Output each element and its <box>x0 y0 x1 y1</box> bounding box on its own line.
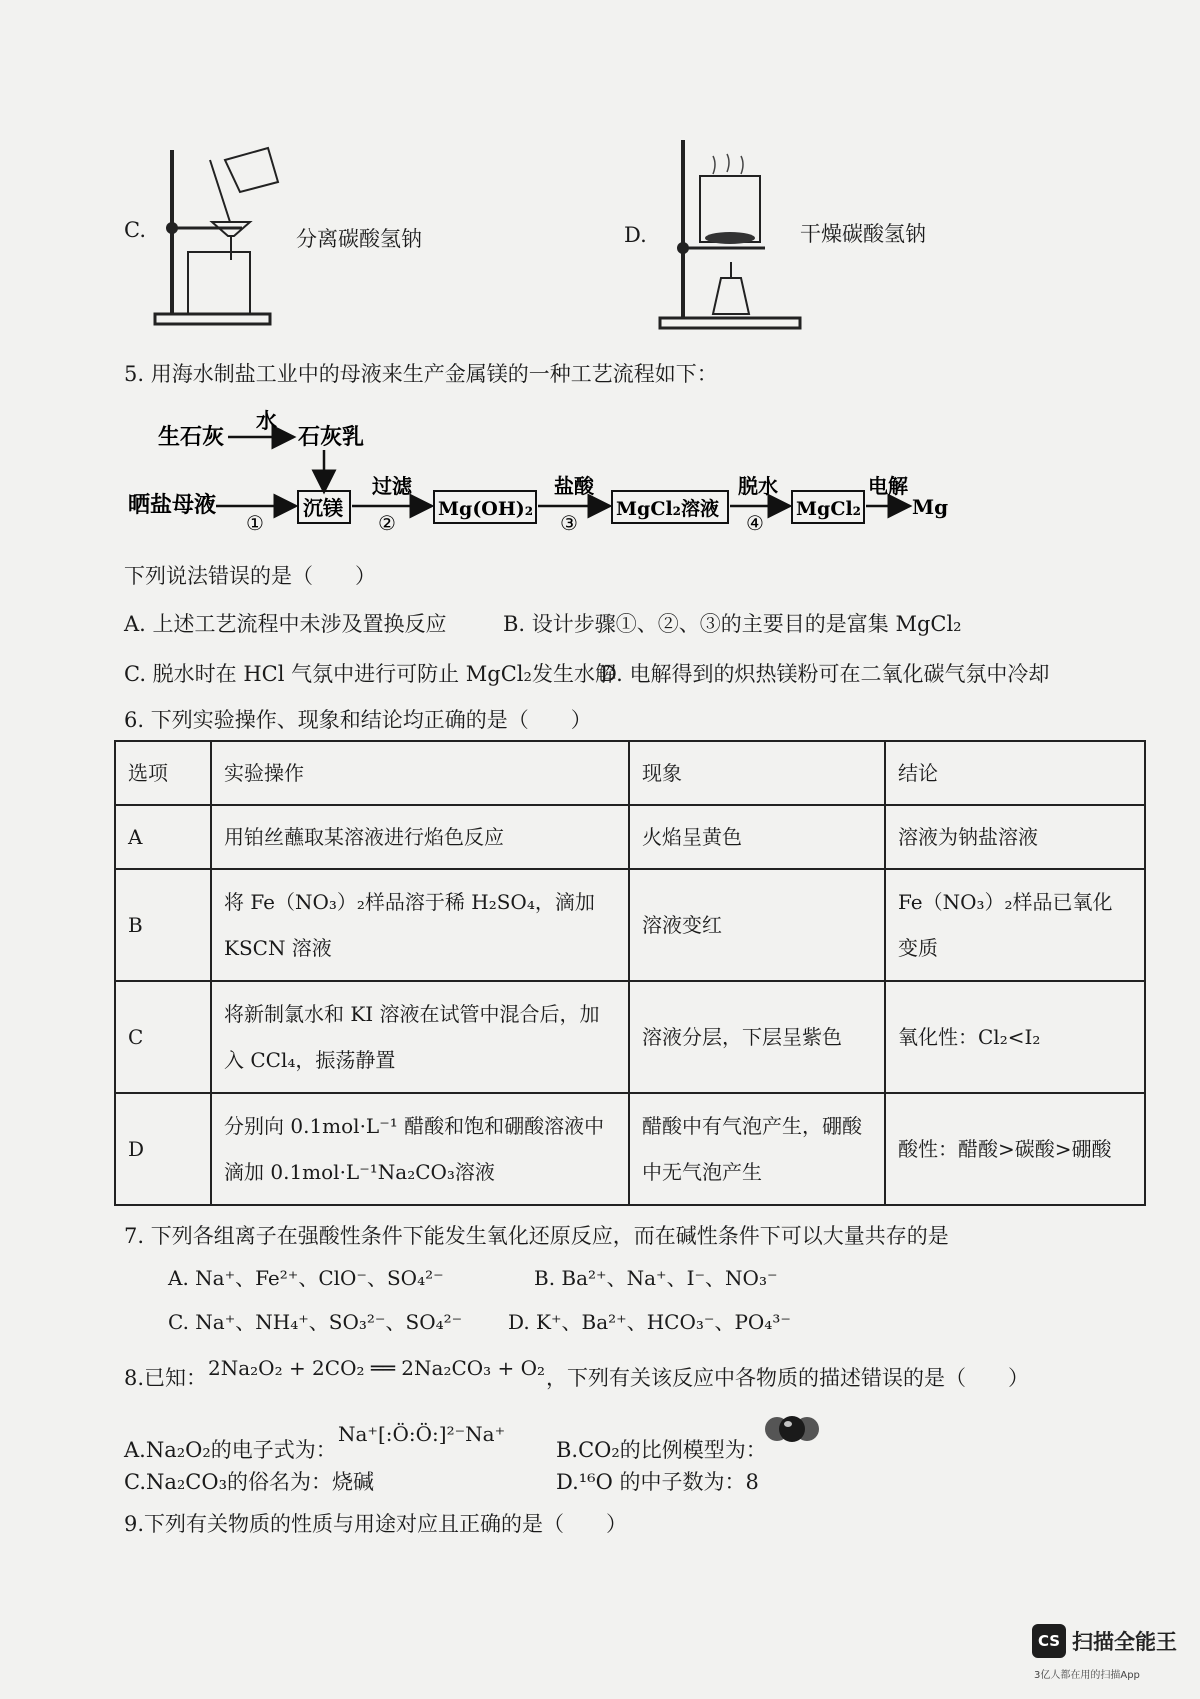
row-b-option: B <box>115 869 211 981</box>
q7-option-d: D. K⁺、Ba²⁺、HCO₃⁻、PO₄³⁻ <box>508 1310 791 1334</box>
q5-question: 下列说法错误的是（ ） <box>124 564 376 588</box>
table-row <box>115 1093 1145 1205</box>
flow-mgoh2: Mg(OH)₂ <box>438 498 534 520</box>
flow-filter-label: 过滤 <box>372 474 412 498</box>
flow-step-4: ④ <box>746 511 764 535</box>
q8-option-b-label: B.CO₂的比例模型为： <box>556 1438 767 1462</box>
row-c-phenomenon: 溶液分层，下层呈紫色 <box>629 981 885 1093</box>
q4-option-d-label: D. <box>624 223 647 247</box>
q8-equation: 2Na₂O₂ + 2CO₂ ══ 2Na₂CO₃ + O₂ <box>208 1356 546 1380</box>
drying-apparatus-icon <box>655 138 810 334</box>
q5-stem: 5. 用海水制盐工业中的母液来生产金属镁的一种工艺流程如下： <box>124 362 718 386</box>
q5-option-d: D. 电解得到的炽热镁粉可在二氧化碳气氛中冷却 <box>600 662 1050 686</box>
scanner-name: 扫描全能王 <box>1072 1630 1177 1654</box>
filtration-apparatus-icon <box>150 140 300 330</box>
q8-option-c: C.Na₂CO₃的俗名为：烧碱 <box>124 1470 375 1494</box>
table-row <box>115 981 1145 1093</box>
row-c-operation: 将新制氯水和 KI 溶液在试管中混合后，加入 CCl₄，振荡静置 <box>211 981 629 1093</box>
header-operation: 实验操作 <box>211 741 629 805</box>
table-header-row <box>115 741 1145 805</box>
q4-option-d-caption: 干燥碳酸氢钠 <box>800 222 926 246</box>
row-a-phenomenon: 火焰呈黄色 <box>629 805 885 869</box>
flow-water-label: 水 <box>256 408 277 433</box>
flow-quicklime: 生石灰 <box>158 424 225 450</box>
header-conclusion: 结论 <box>885 741 1145 805</box>
flow-step-2: ② <box>378 511 396 535</box>
flow-step-3: ③ <box>560 511 578 535</box>
q5-process-flow <box>126 408 949 538</box>
q6-stem: 6. 下列实验操作、现象和结论均正确的是（ ） <box>124 708 592 732</box>
table-row <box>115 805 1145 869</box>
q4-option-c-caption: 分离碳酸氢钠 <box>296 227 422 251</box>
q8-stem-prefix: 8.已知： <box>124 1366 208 1390</box>
q8-option-a-formula: Na⁺[:Ö:Ö:]²⁻Na⁺ <box>338 1422 506 1446</box>
flow-electrolysis-label: 电解 <box>868 474 908 498</box>
row-a-option: A <box>115 805 211 869</box>
row-c-conclusion: 氧化性：Cl₂<I₂ <box>885 981 1145 1093</box>
flow-mgcl2: MgCl₂ <box>796 498 861 520</box>
q8-option-d: D.¹⁶O 的中子数为：8 <box>556 1470 759 1494</box>
q6-table <box>114 740 1146 1206</box>
table-row <box>115 869 1145 981</box>
scanner-tagline: 3亿人都在用的扫描App <box>1034 1670 1140 1681</box>
q5-option-a: A. 上述工艺流程中未涉及置换反应 <box>124 612 447 636</box>
row-b-operation: 将 Fe（NO₃）₂样品溶于稀 H₂SO₄，滴加 KSCN 溶液 <box>211 869 629 981</box>
flow-precip: 沉镁 <box>303 496 343 520</box>
flow-step-1: ① <box>246 511 264 535</box>
header-phenomenon: 现象 <box>629 741 885 805</box>
row-d-operation: 分别向 0.1mol·L⁻¹ 醋酸和饱和硼酸溶液中滴加 0.1mol·L⁻¹Na₂CO₃溶液 <box>211 1093 629 1205</box>
scanner-watermark <box>1032 1624 1177 1658</box>
co2-model-icon <box>764 1412 820 1446</box>
flow-dehydrate-label: 脱水 <box>738 474 778 498</box>
header-option: 选项 <box>115 741 211 805</box>
flow-mg: Mg <box>912 495 949 519</box>
q7-option-c: C. Na⁺、NH₄⁺、SO₃²⁻、SO₄²⁻ <box>168 1310 463 1334</box>
q7-option-b: B. Ba²⁺、Na⁺、I⁻、NO₃⁻ <box>534 1266 778 1290</box>
flow-acid-label: 盐酸 <box>554 474 594 498</box>
q4-option-c-label: C. <box>124 218 146 242</box>
q7-stem: 7. 下列各组离子在强酸性条件下能发生氧化还原反应，而在碱性条件下可以大量共存的是 <box>124 1224 949 1248</box>
row-d-option: D <box>115 1093 211 1205</box>
row-a-operation: 用铂丝蘸取某溶液进行焰色反应 <box>211 805 629 869</box>
flow-brine: 晒盐母液 <box>128 492 217 518</box>
row-b-conclusion: Fe（NO₃）₂样品已氧化变质 <box>885 869 1145 981</box>
q5-option-c: C. 脱水时在 HCl 气氛中进行可防止 MgCl₂发生水解 <box>124 662 616 686</box>
row-d-conclusion: 酸性：醋酸>碳酸>硼酸 <box>885 1093 1145 1205</box>
q8-option-a-label: A.Na₂O₂的电子式为： <box>124 1438 337 1462</box>
q5-option-b: B. 设计步骤①、②、③的主要目的是富集 MgCl₂ <box>503 612 962 636</box>
q9-stem: 9.下列有关物质的性质与用途对应且正确的是（ ） <box>124 1512 628 1536</box>
flow-mgcl2-solution: MgCl₂溶液 <box>616 498 719 520</box>
row-d-phenomenon: 醋酸中有气泡产生，硼酸中无气泡产生 <box>629 1093 885 1205</box>
row-b-phenomenon: 溶液变红 <box>629 869 885 981</box>
q7-option-a: A. Na⁺、Fe²⁺、ClO⁻、SO₄²⁻ <box>168 1266 444 1290</box>
q8-stem-suffix: ，下列有关该反应中各物质的描述错误的是（ ） <box>546 1366 1029 1390</box>
row-a-conclusion: 溶液为钠盐溶液 <box>885 805 1145 869</box>
scanner-logo: CS <box>1032 1624 1066 1658</box>
flow-limemilk: 石灰乳 <box>298 424 365 450</box>
row-c-option: C <box>115 981 211 1093</box>
